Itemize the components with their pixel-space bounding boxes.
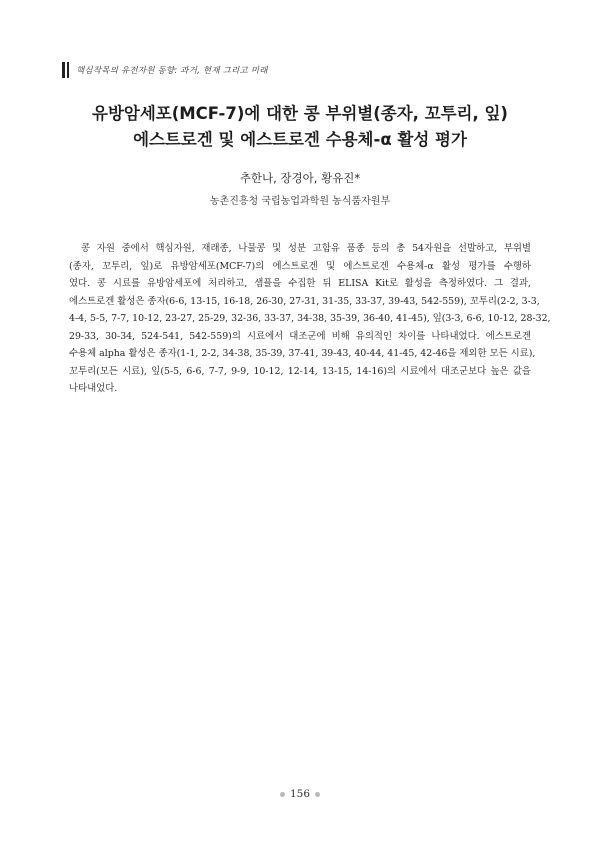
abstract-line: 꼬투리(모든 시료), 잎(5-5, 6-6, 7-7, 9-9, 10-12, 12-14, 13-15, 14-16)의 시료에서 대조군보다 높은 값을 — [69, 365, 531, 377]
page-number: 156 — [289, 788, 311, 800]
bullet-dot-icon — [315, 792, 320, 797]
header-bar-icon — [62, 62, 71, 78]
abstract-line: 나타내었다. — [69, 383, 118, 394]
affiliation: 농촌진흥청 국립농업과학원 농식품자원부 — [209, 196, 391, 207]
abstract-line: (종자, 꼬투리, 잎)로 유방암세포(MCF-7)의 에스트로겐 및 에스트로겐 수용체-α 활성 평가를 수행하 — [69, 260, 531, 272]
paper-title-line-1: 유방암세포(MCF-7)에 대한 콩 부위별(종자, 꼬투리, 잎) — [92, 104, 508, 123]
abstract-line: 29-33, 30-34, 524-541, 542-559)의 시료에서 대조군에 비해 유의적인 차이를 나타내었다. 에스트로겐 — [69, 330, 531, 342]
abstract-line: 였다. 콩 시료를 유방암세포에 처리하고, 샘플을 수집한 뒤 ELISA Kit로 활성을 측정하였다. 그 결과, — [69, 278, 531, 289]
abstract — [69, 240, 551, 398]
abstract-line: 에스트로겐 활성은 종자(6-6, 13-15, 16-18, 26-30, 27-31, 31-35, 33-37, 39-43, 542-559), 꼬투리(2-2, 3-3, — [69, 295, 540, 307]
page-footer — [0, 788, 600, 800]
bullet-dot-icon — [280, 792, 285, 797]
running-title: 핵심작목의 유전자원 동향: 과거, 현재 그리고 미래 — [76, 66, 268, 76]
paper-title-line-2: 에스트로겐 및 에스트로겐 수용체-α 활성 평가 — [133, 130, 467, 149]
abstract-line: 수용체 alpha 활성은 종자(1-1, 2-2, 34-38, 35-39, 37-41, 39-43, 40-44, 41-45, 42-46을 제외한 모든 시료), — [69, 348, 536, 359]
authors: 추한나, 장경아, 황유진* — [239, 171, 361, 185]
abstract-line: 콩 자원 중에서 핵심자원, 재래종, 나물콩 및 성분 고함유 품종 등의 총 54자원을 선발하고, 부위별 — [81, 243, 531, 254]
running-header — [62, 62, 268, 78]
abstract-line: 4-4, 5-5, 7-7, 10-12, 23-27, 25-29, 32-36, 33-37, 34-38, 35-39, 36-40, 41-45), 잎(3-3, 6-6, 10-12, 28-32, — [69, 313, 551, 324]
